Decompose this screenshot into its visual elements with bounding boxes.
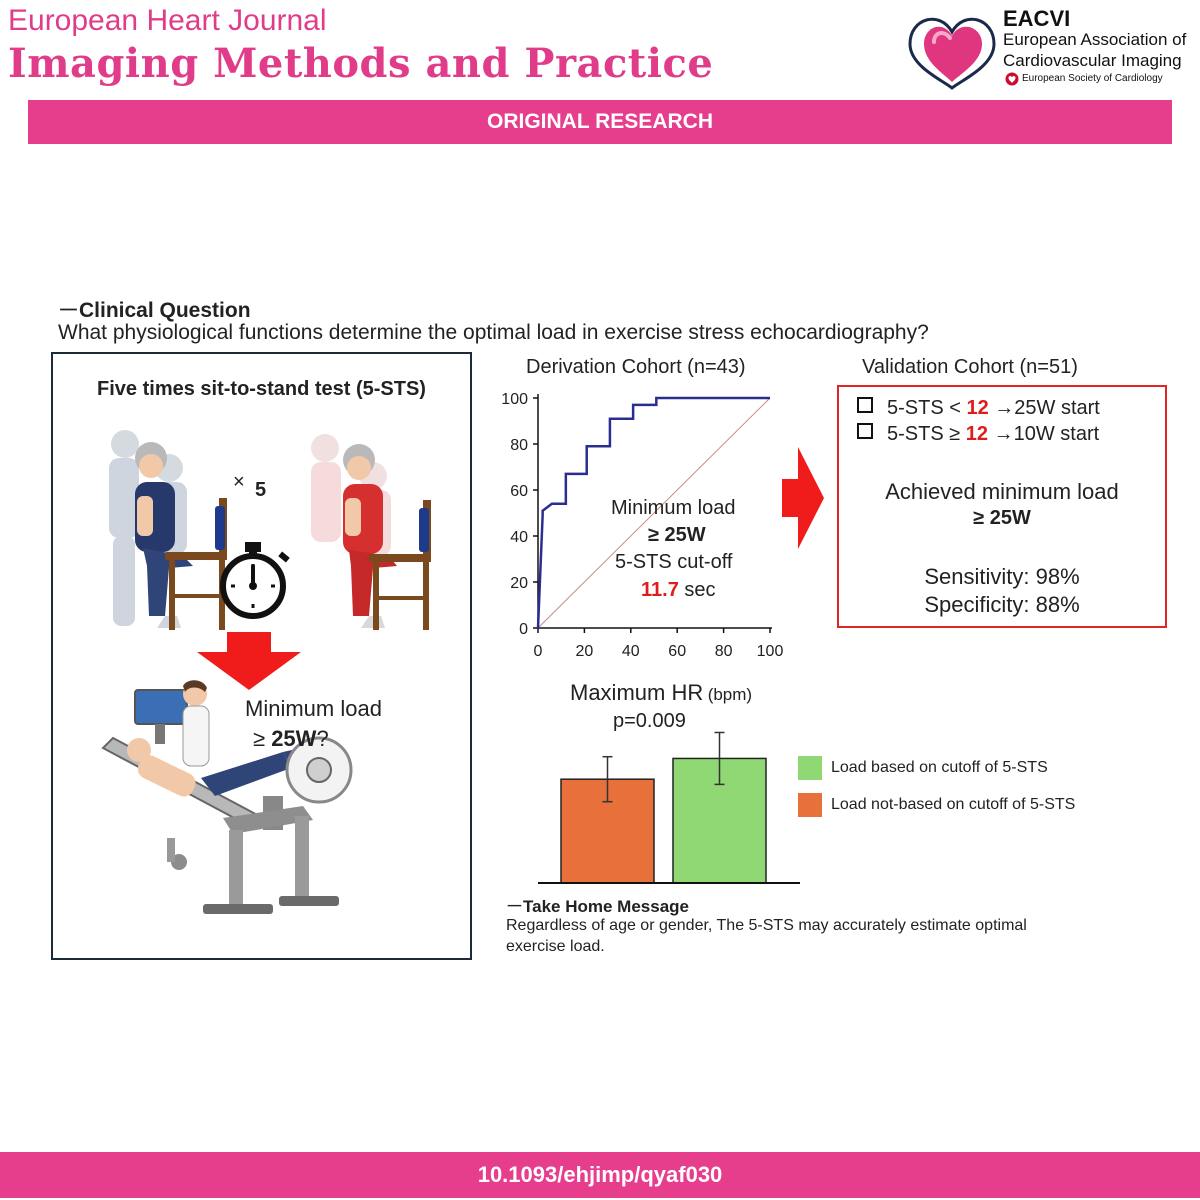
clinical-question-text: What physiological functions determine the optimal load in exercise stress echocardiography? <box>58 321 929 344</box>
roc-annotation-load-value: ≥ 25W <box>648 524 706 546</box>
x-tick-label: 80 <box>714 643 733 660</box>
minimum-load-question-value <box>253 726 329 752</box>
legend-label-based: Load based on cutoff of 5-STS <box>831 759 1048 776</box>
specificity-value: Specificity: 88% <box>924 592 1080 617</box>
achieved-load-label: Achieved minimum load <box>885 479 1119 504</box>
cutoff-unit: sec <box>678 579 716 601</box>
journal-subtitle: Imaging Methods and Practice <box>8 40 714 87</box>
heading-marker: － <box>58 299 79 322</box>
maximum-hr-bar-chart <box>530 700 820 886</box>
y-tick-label: 100 <box>501 391 528 408</box>
eacvi-heart-logo <box>900 4 1004 92</box>
stopwatch-icon <box>223 542 290 616</box>
roc-annotation-cutoff <box>641 579 716 602</box>
y-tick-label: 80 <box>510 437 528 454</box>
panel-title: Five times sit-to-stand test (5-STS) <box>97 378 426 400</box>
sensitivity-value: Sensitivity: 98% <box>924 564 1080 589</box>
validation-cohort-title: Validation Cohort (n=51) <box>862 356 1078 378</box>
roc-annotation-minimum-load: Minimum load <box>611 497 736 519</box>
y-tick-label: 60 <box>510 483 528 500</box>
heading-text: Take Home Message <box>523 897 689 916</box>
journal-name: European Heart Journal <box>8 4 327 37</box>
esc-logo-icon <box>1005 72 1019 86</box>
take-home-line-2: exercise load. <box>506 938 605 955</box>
sit-to-stand-panel <box>51 352 472 960</box>
heading-text: Clinical Question <box>79 299 251 322</box>
validation-results-box <box>837 385 1167 628</box>
checkbox-icon <box>857 423 873 439</box>
legend-label-not-based: Load not-based on cutoff of 5-STS <box>831 796 1076 813</box>
roc-annotation-cutoff-label: 5-STS cut-off <box>615 551 733 573</box>
take-home-heading <box>506 892 689 917</box>
p-value-label: p=0.009 <box>613 710 686 732</box>
achieved-load-value: ≥ 25W <box>973 507 1031 529</box>
rule-2-value: 12 <box>965 423 989 445</box>
rule-1-value: 12 <box>966 397 989 419</box>
minimum-load-question-label: Minimum load <box>245 696 382 721</box>
hr-chart-title-text: Maximum HR <box>570 680 704 705</box>
hr-chart-title-unit: (bpm) <box>707 685 753 704</box>
legend-swatch-green <box>798 756 822 780</box>
x-tick-label: 100 <box>756 643 784 660</box>
question-value: 25W <box>271 726 317 751</box>
clinical-question-heading <box>58 294 251 324</box>
x-tick-label: 60 <box>668 643 687 660</box>
society-name-line1: European Association of <box>1003 30 1187 49</box>
doi-banner: 10.1093/ehjimp/qyaf030 <box>0 1152 1200 1198</box>
x-tick-label: 20 <box>575 643 594 660</box>
checkbox-icon <box>857 397 873 413</box>
society-name-line2: Cardiovascular Imaging <box>1003 51 1182 70</box>
roc-curve-chart <box>490 380 795 670</box>
sit-to-stand-illustration <box>73 416 453 656</box>
x-tick-label: 0 <box>533 643 543 660</box>
svg-text:×: × <box>233 471 245 493</box>
cutoff-value: 11.7 <box>641 579 679 601</box>
validation-rule-1 <box>857 397 1100 420</box>
heading-marker: － <box>506 897 523 916</box>
rule-2-suffix: →10W start <box>988 423 1100 445</box>
society-acronym: EACVI <box>1003 6 1071 31</box>
take-home-line-1: Regardless of age or gender, The 5-STS may accurately estimate optimal <box>506 917 1027 934</box>
question-suffix: ? <box>316 726 329 751</box>
rule-1-prefix: 5-STS < <box>887 397 967 419</box>
derivation-cohort-title: Derivation Cohort (n=43) <box>526 356 746 378</box>
validation-rule-2 <box>857 423 1099 446</box>
y-tick-label: 40 <box>510 529 528 546</box>
y-tick-label: 20 <box>510 575 528 592</box>
svg-text:5: 5 <box>255 479 267 501</box>
rule-1-suffix: →25W start <box>988 397 1100 419</box>
parent-society-name: European Society of Cardiology <box>1022 73 1163 84</box>
x-tick-label: 40 <box>621 643 640 660</box>
legend-swatch-orange <box>798 793 822 817</box>
right-arrow-icon <box>782 447 824 549</box>
rule-2-prefix: 5-STS ≥ <box>887 423 966 445</box>
y-tick-label: 0 <box>519 621 528 638</box>
question-prefix: ≥ <box>253 726 272 751</box>
article-type-banner: ORIGINAL RESEARCH <box>28 100 1172 144</box>
